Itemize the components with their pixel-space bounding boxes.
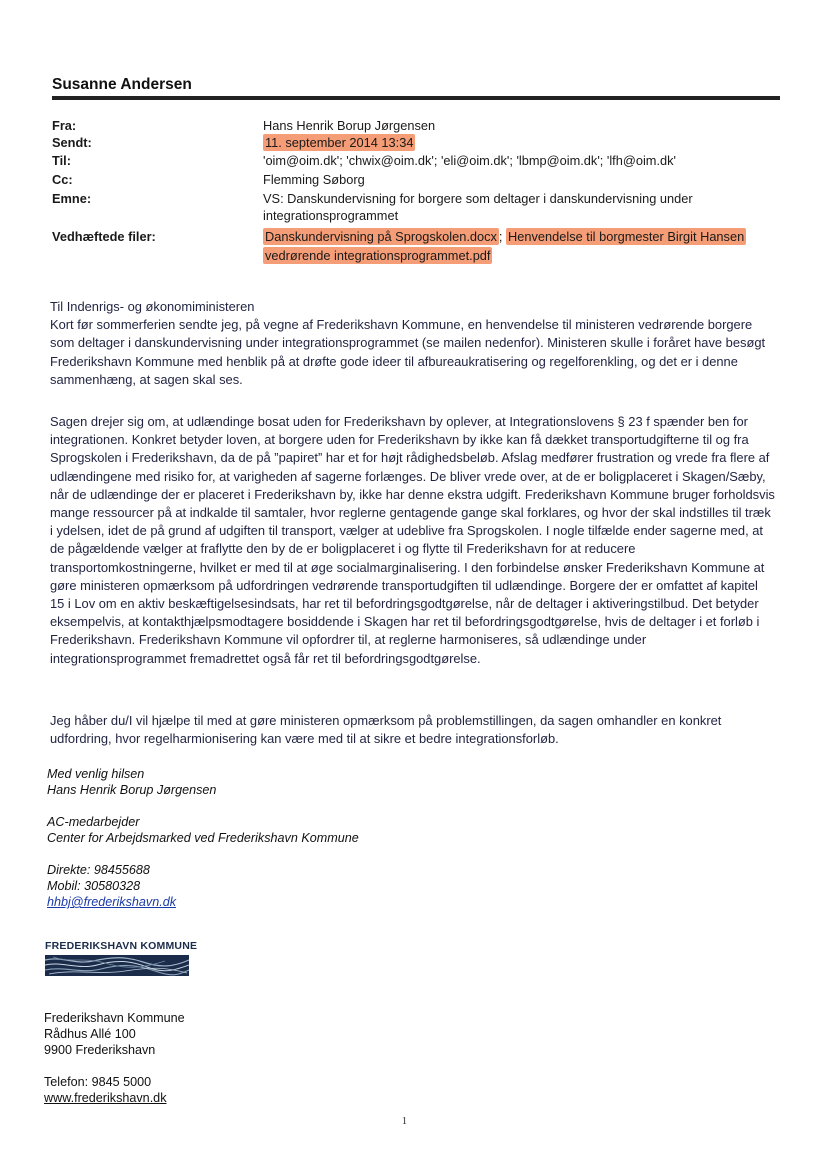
to-label: Til:	[52, 153, 71, 168]
signature-email-row	[47, 894, 176, 910]
attachment-2-part-1[interactable]: Henvendelse til borgmester Birgit Hansen	[508, 229, 745, 244]
attachment-2-part-2[interactable]: vedrørende integrationsprogrammet.pdf	[265, 248, 491, 263]
attachment-1[interactable]: Danskundervisning på Sprogskolen.docx	[265, 229, 497, 244]
sent-value	[263, 134, 415, 151]
address-street: Rådhus Allé 100	[44, 1027, 136, 1041]
signature-direct-phone: Direkte: 98455688	[47, 863, 150, 877]
address-city: 9900 Frederikshavn	[44, 1043, 156, 1057]
body-paragraph-3: Jeg håber du/I vil hjælpe til med at gøre ministeren opmærksom på problemstillingen, da sagen omhandler en konkret udfordring, hvor regelharmionisering kan være med til at sikre et bedre integrationsforløb.	[50, 713, 722, 747]
cc-label: Cc:	[52, 172, 73, 187]
page-number: 1	[402, 1116, 407, 1127]
from-value: Hans Henrik Borup Jørgensen	[263, 118, 436, 133]
signature-name: Hans Henrik Borup Jørgensen	[47, 783, 217, 797]
sender-name: Susanne Andersen	[52, 76, 192, 93]
subject-line-2: integrationsprogrammet	[263, 208, 399, 223]
website-link[interactable]: www.frederikshavn.dk	[44, 1091, 167, 1105]
subject-label: Emne:	[52, 191, 92, 206]
email-body	[50, 298, 775, 389]
subject-line-1: VS: Danskundervisning for borgere som deltager i danskundervisning under	[263, 191, 693, 206]
header-rule	[52, 96, 780, 100]
sent-label: Sendt:	[52, 135, 92, 150]
attachments-line-2	[263, 247, 492, 264]
attachments-line-1	[263, 228, 746, 245]
attachments-label: Vedhæftede filer:	[52, 229, 156, 244]
address-website-row	[44, 1090, 167, 1106]
address-org: Frederikshavn Kommune	[44, 1011, 185, 1025]
from-label: Fra:	[52, 118, 77, 133]
address-phone: Telefon: 9845 5000	[44, 1075, 152, 1089]
signature-email-link[interactable]: hhbj@frederikshavn.dk	[47, 895, 176, 909]
signature-mobile: Mobil: 30580328	[47, 879, 141, 893]
body-section-3	[50, 712, 775, 748]
kommune-logo-text: FREDERIKSHAVN KOMMUNE	[45, 940, 198, 952]
kommune-logo-wave-icon	[45, 955, 189, 976]
signature-department: Center for Arbejdsmarked ved Frederikshavn Kommune	[47, 831, 359, 845]
body-section-2	[50, 413, 775, 668]
signature-title: AC-medarbejder	[47, 815, 140, 829]
body-paragraph-1: Kort før sommerferien sendte jeg, på vegne af Frederikshavn Kommune, en henvendelse til ministeren vedrørende borgere som deltager i danskundervisning under integrationsprogrammet (se mailen nedenfor). Ministeren skulle i foråret have besøgt Frederikshavn Kommune med henblik på at drøfte gode ideer til afbureaukratisering og regelforenkling, og det er i denne sammenhæng, at sagen skal ses.	[50, 317, 766, 387]
greeting: Til Indenrigs- og økonomiministeren	[50, 299, 255, 314]
cc-value: Flemming Søborg	[263, 172, 365, 187]
attachment-separator: ;	[498, 229, 503, 244]
to-value: 'oim@oim.dk'; 'chwix@oim.dk'; 'eli@oim.dk'; 'lbmp@oim.dk'; 'lfh@oim.dk'	[263, 153, 676, 168]
body-paragraph-2: Sagen drejer sig om, at udlændinge bosat uden for Frederikshavn by oplever, at Integrationslovens § 23 f spænder ben for integrationen. Konkret betyder loven, at borgere uden for Frederikshavn by ikke kan få dækket transportudgifterne til og fra Sprogskolen i Frederikshavn, da de på ”papiret” har et for højt rådighedsbeløb. Afslag medfører frustration og vrede fra flere af udlændingene med risiko for, at varigheden af sagerne forlænges. De bliver vrede over, at de er boligplaceret i Skagen/Sæby, når de udlændinge der er placeret i Frederikshavn by, ikke har denne ekstra udgift. Frederikshavn Kommune bruger forholdsvis mange ressourcer på at indkalde til samtaler, hvor reglerne gentagende gange skal forklares, og hvor der skal indstilles til træk i ydelsen, idet de på grund af udgiften til transport, vælger at udeblive fra Sprogskolen. I nogle tilfælde ender sagerne med, at de pågældende vælger at fraflytte den by de er boligplaceret i og flytte til Frederikshavn for at reducere transportomkostningerne, hvilket er med til at øge socialmarginalisering. I den forbindelse ønsker Frederikshavn Kommune at gøre ministeren opmærksom på udfordringen vedrørende transportudgiften til udlændinge. Borgere der er omfattet af kapitel 15 i Lov om en aktiv beskæftigelsesindsats, har ret til befordringsgodtgørelse, når de deltager i aktiveringstilbud. Det betyder eksempelvis, at kontakthjælpsmodtagere bosiddende i Skagen har ret til befordringsgodtgørelse, hvis de deltager i et forløb i Frederikshavn. Frederikshavn Kommune vil opfordrer til, at reglerne harmoniseres, så udlændinge under integrationsprogrammet fremadrettet også får ret til befordringsgodtgørelse.	[50, 414, 775, 666]
sent-highlight: 11. september 2014 13:34	[265, 135, 414, 150]
signature-closing: Med venlig hilsen	[47, 767, 145, 781]
